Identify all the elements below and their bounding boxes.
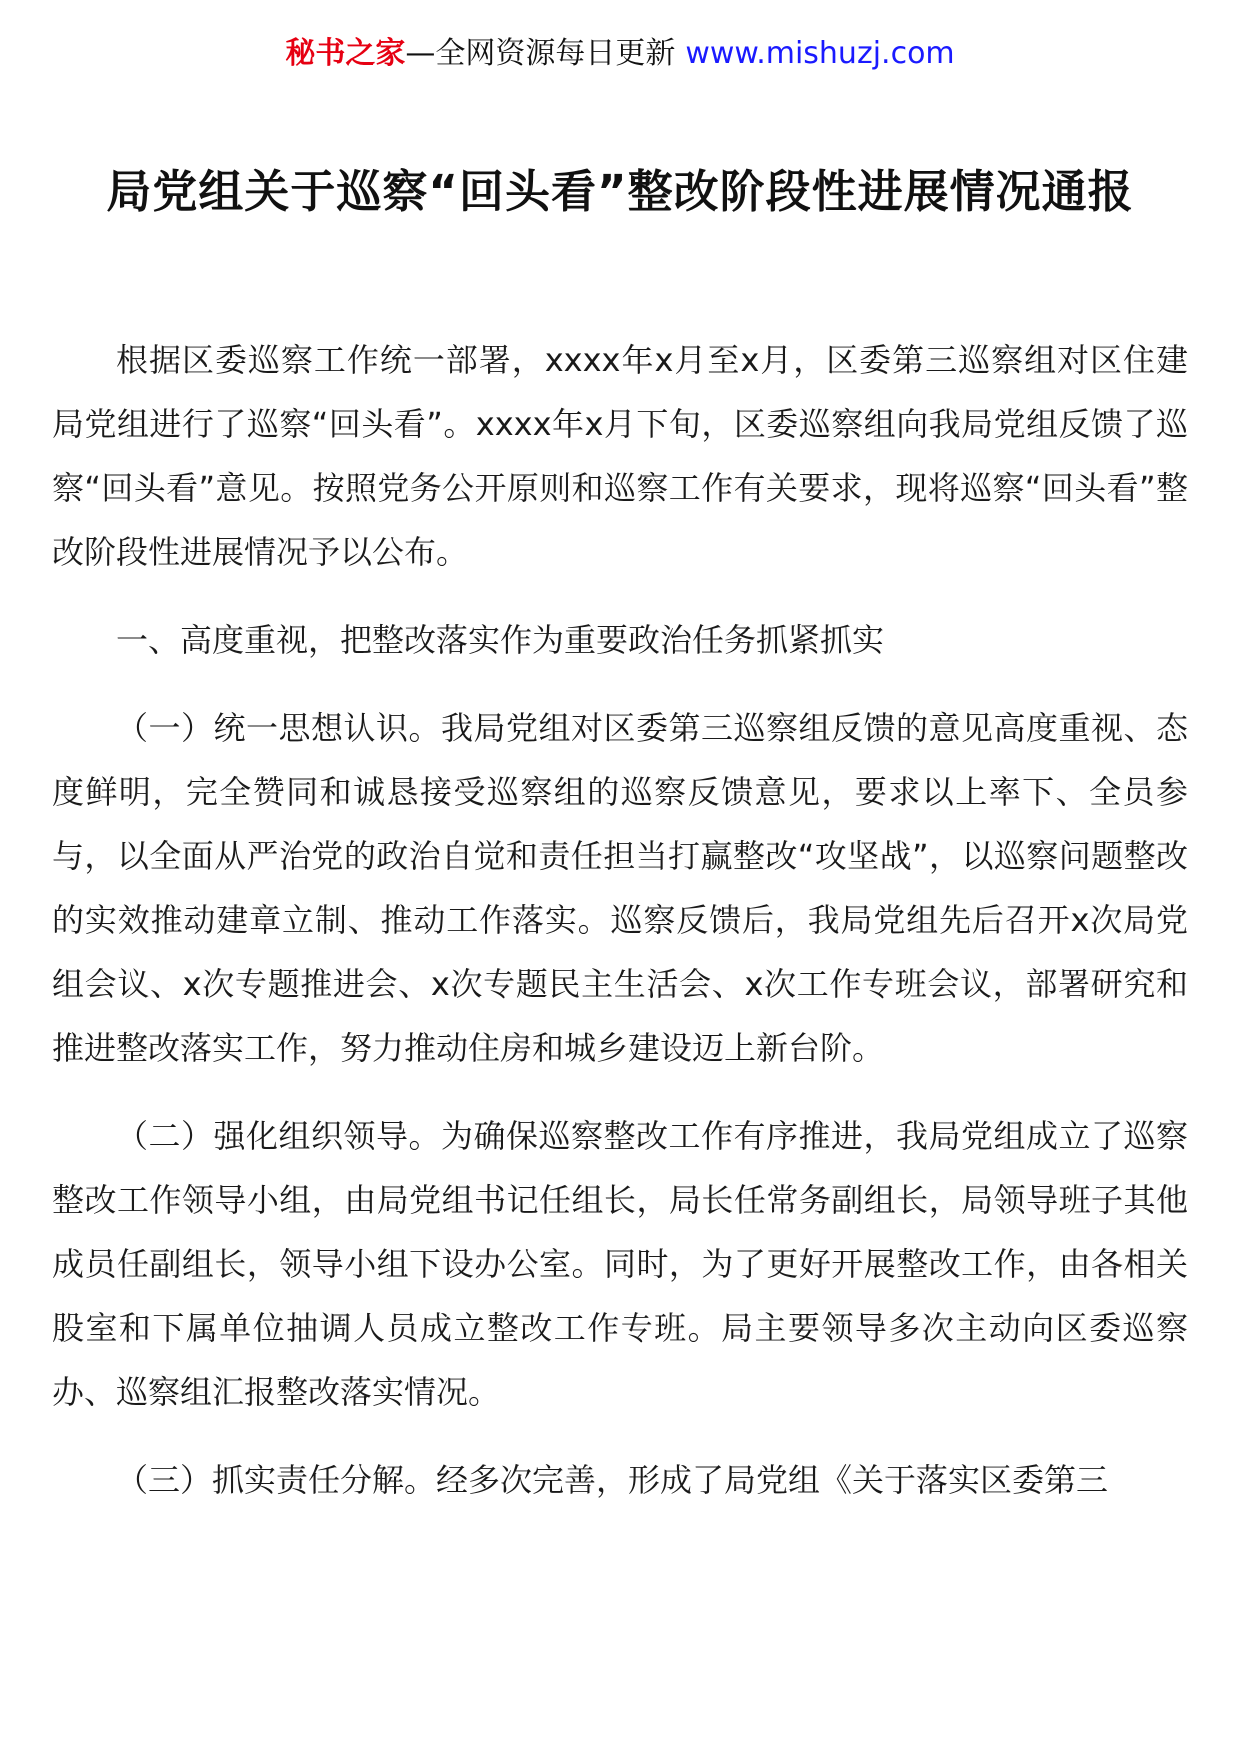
- section-heading-1: 一、高度重视，把整改落实作为重要政治任务抓紧抓实: [116, 621, 885, 659]
- site-header: [0, 34, 1240, 74]
- document-title: 局党组关于巡察“回头看”整改阶段性进展情况通报: [106, 165, 1134, 218]
- site-brand: 秘书之家: [285, 36, 406, 71]
- body-paragraph-1: （一）统一思想认识。我局党组对区委第三巡察组反馈的意见高度重视、态度鲜明，完全赞同和诚恳接受巡察组的巡察反馈意见，要求以上率下、全员参与，以全面从严治党的政治自觉和责任担当打赢整改“攻坚战”，以巡察问题整改的实效推动建章立制、推动工作落实。巡察反馈后，我局党组先后召开x次局党组会议、x次专题推进会、x次专题民主生活会、x次工作专班会议，部署研究和推进整改落实工作，努力推动住房和城乡建设迈上新台阶。: [52, 709, 1188, 1067]
- body-paragraph-2: （二）强化组织领导。为确保巡察整改工作有序推进，我局党组成立了巡察整改工作领导小组，由局党组书记任组长，局长任常务副组长，局领导班子其他成员任副组长，领导小组下设办公室。同时，为了更好开展整改工作，由各相关股室和下属单位抽调人员成立整改工作专班。局主要领导多次主动向区委巡察办、巡察组汇报整改落实情况。: [52, 1117, 1188, 1411]
- document-body: [52, 328, 1188, 1512]
- intro-paragraph: 根据区委巡察工作统一部署，xxxx年x月至x月，区委第三巡察组对区住建局党组进行了巡察“回头看”。xxxx年x月下旬，区委巡察组向我局党组反馈了巡察“回头看”意见。按照党务公开原则和巡察工作有关要求，现将巡察“回头看”整改阶段性进展情况予以公布。: [52, 341, 1188, 571]
- site-url-link[interactable]: www.mishuzj.com: [685, 36, 955, 71]
- body-paragraph-3: （三）抓实责任分解。经多次完善，形成了局党组《关于落实区委第三: [116, 1461, 1109, 1499]
- site-tagline: —全网资源每日更新: [405, 36, 676, 71]
